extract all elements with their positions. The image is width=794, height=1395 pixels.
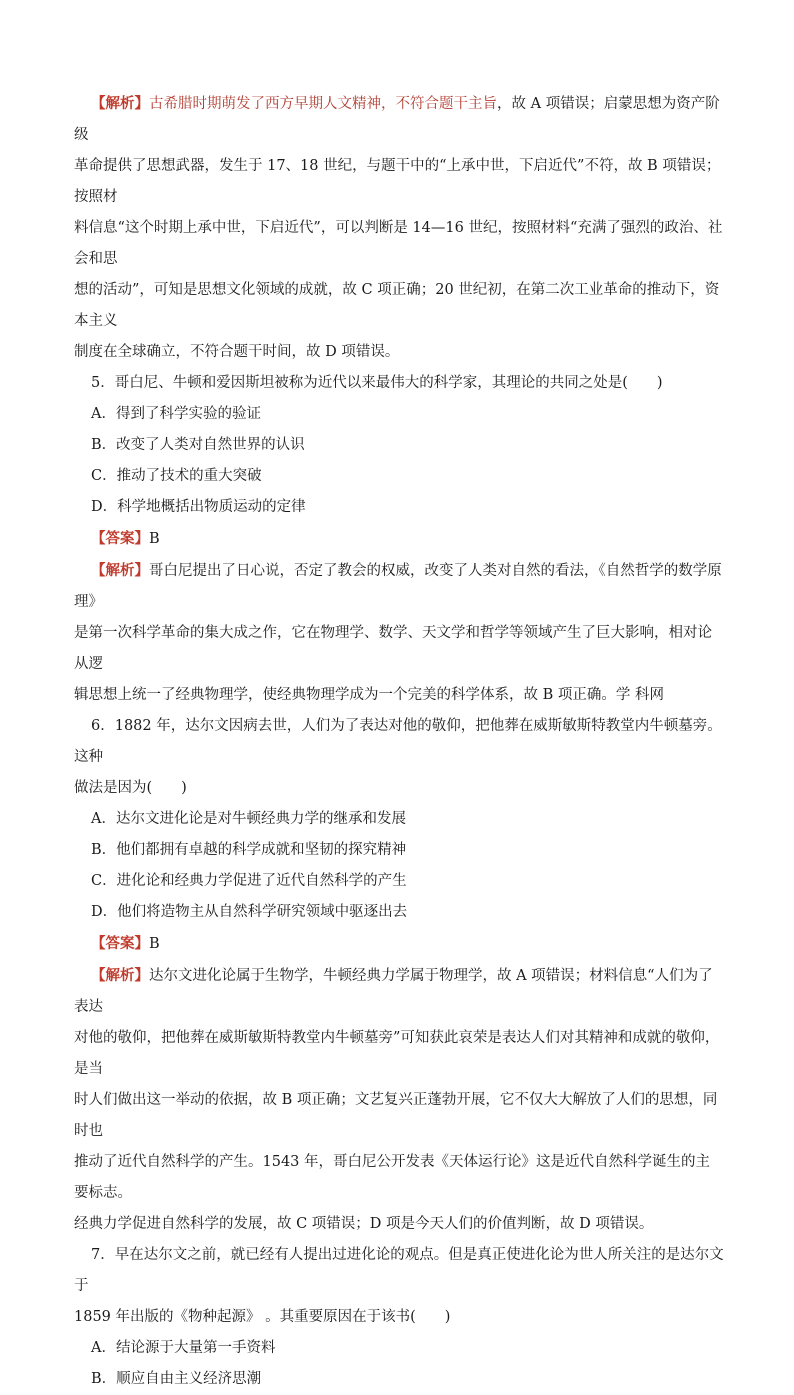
- analysis-label: 【解析】: [91, 95, 149, 112]
- option-b: B．他们都拥有卓越的科学成就和坚韧的探究精神: [91, 842, 407, 858]
- analysis-text: 哥白尼提出了日心说，否定了教会的权威，改变了人类对自然的看法，《自然哲学的数学原理》: [74, 563, 722, 610]
- question-6: [74, 711, 724, 1240]
- q4-analysis-line-5: 制度在全球确立，不符合题干时间，故 D 项错误。: [74, 344, 400, 360]
- analysis-label: 【解析】: [91, 562, 149, 579]
- q5-analysis-line-1: [74, 555, 724, 618]
- document-content: [74, 88, 724, 1395]
- q4-analysis: [74, 88, 724, 368]
- option-d: D．他们将造物主从自然科学研究领域中驱逐出去: [91, 904, 408, 920]
- option-a: A．结论源于大量第一手资料: [91, 1340, 276, 1356]
- q6-analysis-line-2: 对他的敬仰，把他葬在威斯敏斯特教堂内牛顿墓旁”可知获此哀荣是表达人们对其精神和成就的敬仰，是当: [74, 1030, 720, 1077]
- question-stem: 5．哥白尼、牛顿和爱因斯坦被称为近代以来最伟大的科学家，其理论的共同之处是( ): [91, 375, 663, 391]
- q5-analysis-line-2: 是第一次科学革命的集大成之作，它在物理学、数学、天文学和哲学等领域产生了巨大影响，相对论从逻: [74, 625, 712, 672]
- answer-line: [74, 928, 724, 960]
- answer-label: 【答案】: [91, 935, 149, 952]
- answer-value: B: [149, 936, 160, 952]
- question-stem-line-1: 6．1882 年，达尔文因病去世，人们为了表达对他的敬仰，把他葬在威斯敏斯特教堂内牛顿墓旁。这种: [74, 718, 722, 765]
- option-a: A．达尔文进化论是对牛顿经典力学的继承和发展: [91, 811, 406, 827]
- question-5: [74, 368, 724, 711]
- analysis-label: 【解析】: [91, 967, 149, 984]
- answer-value: B: [149, 531, 160, 547]
- q5-analysis-line-3: 辑思想上统一了经典物理学，使经典物理学成为一个完美的科学体系，故 B 项正确。学 科网: [74, 687, 664, 703]
- question-stem-line-2: 1859 年出版的《物种起源》 。其重要原因在于该书( ): [74, 1309, 451, 1325]
- analysis-text: 达尔文进化论属于生物学，牛顿经典力学属于物理学，故 A 项错误；材料信息“人们为了表达: [74, 968, 713, 1015]
- question-stem-line-1: 7．早在达尔文之前，就已经有人提出过进化论的观点。但是真正使进化论为世人所关注的是达尔文于: [74, 1247, 724, 1294]
- q6-analysis-line-4: 推动了近代自然科学的产生。1543 年，哥白尼公开发表《天体运行论》这是近代自然科学诞生的主要标志。: [74, 1154, 711, 1201]
- option-c: C．推动了技术的重大突破: [91, 468, 262, 484]
- option-c: C．进化论和经典力学促进了近代自然科学的产生: [91, 873, 407, 889]
- q6-analysis-line-5: 经典力学促进自然科学的发展，故 C 项错误；D 项是今天人们的价值判断，故 D 项错误。: [74, 1216, 654, 1232]
- option-d: D．科学地概括出物质运动的定律: [91, 499, 306, 515]
- option-a: A．得到了科学实验的验证: [91, 406, 261, 422]
- answer-label: 【答案】: [91, 530, 149, 547]
- q4-analysis-line-2: 革命提供了思想武器，发生于 17、18 世纪，与题干中的“上承中世，下启近代”不符，故 B 项错误；按照材: [74, 158, 721, 205]
- q6-analysis-line-1: [74, 960, 724, 1023]
- question-stem-line-2: 做法是因为( ): [74, 780, 187, 796]
- highlight-text: 古希腊时期萌发了西方早期人文精神，不符合题干主旨: [149, 96, 497, 112]
- q4-analysis-line-3: 料信息“这个时期上承中世，下启近代”，可以判断是 14—16 世纪，按照材料“充满了强烈的政治、社会和思: [74, 220, 723, 267]
- q4-analysis-line-1: [74, 88, 724, 151]
- answer-line: [74, 523, 724, 555]
- q4-analysis-line-4: 想的活动”，可知是思想文化领域的成就，故 C 项正确；20 世纪初，在第二次工业革命的推动下，资本主义: [74, 282, 720, 329]
- analysis-text: ，故 A 项错误；启蒙思想为资产阶级: [74, 96, 720, 143]
- question-7: [74, 1240, 724, 1395]
- option-b: B．改变了人类对自然世界的认识: [91, 437, 305, 453]
- option-b: B．顺应自由主义经济思潮: [91, 1371, 262, 1387]
- q6-analysis-line-3: 时人们做出这一举动的依据，故 B 项正确；文艺复兴正蓬勃开展，它不仅大大解放了人们的思想，同时也: [74, 1092, 718, 1139]
